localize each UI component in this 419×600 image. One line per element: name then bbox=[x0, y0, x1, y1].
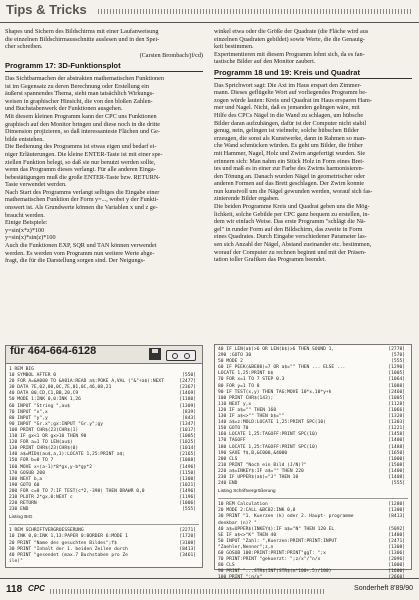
text-line: fragt, die für die Darstellung sorgen sind. Der Neigungs- bbox=[5, 257, 146, 265]
checksum: [1600] bbox=[388, 569, 405, 575]
code-text: 220 RETURN bbox=[9, 501, 37, 507]
text-line: tastische Bilder auf den Monitor zaubert. bbox=[214, 58, 316, 66]
checksum: [1300] bbox=[179, 476, 196, 482]
code-text: 20 MODE 2:CALL &BC02:INK 0,0 bbox=[218, 508, 296, 514]
text-line: äußerst spannendes Thema, sieht man tatsächlich Wirkungs- bbox=[5, 90, 155, 98]
code-text: 190 SAVE f$,B,&C000,&4000 bbox=[218, 450, 288, 456]
code-text: 180 LOCATE 1,25:TAGOFF:PRINT SPC(10) bbox=[218, 444, 318, 450]
checksum: [1488] bbox=[388, 444, 405, 450]
code-text: LOCATE 1,25:PRINT b$ bbox=[218, 371, 274, 377]
checksum: [1400] bbox=[388, 438, 405, 444]
text-line: erzeugen, die sonst als Kunstwerke, dann in Rahmen so man- bbox=[214, 134, 367, 142]
checksum: [1180] bbox=[179, 397, 196, 403]
checksum: [1300] bbox=[388, 508, 405, 514]
checksum: [1066] bbox=[388, 407, 405, 413]
checksum: [1014] bbox=[179, 446, 196, 452]
code-text: 30 PRINT "1. Kuerzen (k) oder 2. Haupt- programme bbox=[218, 514, 354, 520]
code-text: 90 INPUT "Gr.x";gx:INPUT "Gr.y";gy bbox=[9, 421, 104, 427]
text-line: Taste verwendet werden. bbox=[5, 181, 67, 189]
code-text: SE IF a$<>"K" THEN 40 bbox=[218, 532, 277, 538]
listing-label: Listing Schriftvergrößerung bbox=[218, 489, 276, 495]
checksum: [1306] bbox=[388, 551, 405, 556]
text-line: mer und Nagel. Nicht, daß es jemanden gelingen wäre, mit bbox=[214, 104, 360, 112]
code-text: 1 REM SCHRIFTVERGROESSERUNG bbox=[9, 528, 84, 534]
checksum: [1025] bbox=[179, 440, 196, 446]
text-line: cher schreiben. bbox=[5, 43, 43, 51]
code-text: denkbar (n)? " bbox=[218, 520, 257, 526]
checksum: [2367] bbox=[179, 385, 196, 391]
checksum: [2778] bbox=[388, 347, 405, 352]
code-text: 140 a$=z:MOLD:LOCATE 1,25:PRINT SPC(10) bbox=[218, 420, 326, 426]
text-line: Die beiden Programme Kreis und Quadrat geben uns die Mög- bbox=[214, 203, 370, 211]
code-text: 100 PRINT CHR$(23)CHR$(1) bbox=[9, 427, 79, 433]
text-line: niger Erläuterungen. Die kleine ENTER-Taste ist mit einer spe- bbox=[5, 150, 163, 158]
listing-divider bbox=[9, 524, 199, 525]
text-line: nun kunstvoll um die Nägel gewunden werden, worauf sich fas- bbox=[214, 187, 373, 195]
code-text: "Zaehler,Nenner";z,n bbox=[218, 544, 274, 550]
code-line bbox=[218, 481, 408, 487]
text-line: lichkeit, solche Gebilde per CPC ganz bequem zu erstellen, in- bbox=[214, 210, 370, 218]
text-line: und Buchstabenwerk der Funktionen ausgehen. bbox=[5, 105, 123, 113]
checksum: [2165] bbox=[179, 452, 196, 458]
checksum: [1000] bbox=[388, 456, 405, 462]
checksum: [1017] bbox=[179, 427, 196, 433]
checksum: [1400] bbox=[388, 532, 405, 538]
text-line: ziellen Funktion belegt, so daß sie nur benutzt werden sollte, bbox=[5, 158, 156, 166]
checksum: [843] bbox=[182, 415, 196, 421]
code-text: 110 IF gx<1 OR gx>10 THEN 90 bbox=[9, 434, 87, 440]
code-text: 70 FOR x=1 TO 7 STEP 0.3 bbox=[218, 377, 285, 383]
page-number: 118 bbox=[6, 584, 23, 595]
code-text: 60 GOSUB 100:PRINT:PRINT:PRINT"ggT: ";x bbox=[218, 551, 326, 556]
checksum: [1000] bbox=[388, 563, 405, 569]
checksum: [2271] bbox=[179, 528, 196, 534]
code-text: 200 CLS bbox=[218, 456, 238, 462]
code-text: 70 PRINT:PRINT "gekuerzt: ";z/x"/"n/x bbox=[218, 557, 321, 563]
text-line: y=sin(x*z)*100 bbox=[5, 226, 45, 234]
text-line: braucht werden. bbox=[5, 211, 45, 219]
magazine-name: CPC bbox=[28, 584, 45, 593]
checksum: [8413] bbox=[179, 546, 196, 552]
code-text: 40 IF LEN(a$)>6 OR LEN(b$)>6 THEN SOUND 1, bbox=[218, 347, 335, 352]
code-text: 40 PRINT "gesendet (max.7 Buchstaben pro Ze bbox=[9, 552, 128, 558]
checksum: [555] bbox=[391, 481, 405, 487]
code-text: 170 TAGOFF bbox=[218, 438, 246, 444]
text-line: erinnern sich: Man nahm ein Stück Holz in Form eines Bret- bbox=[214, 157, 365, 165]
header-rule bbox=[98, 9, 413, 14]
text-line: Shapes und Sichern des Bildschirms mit einer Laufanweisung bbox=[5, 28, 159, 35]
listing-divider bbox=[218, 498, 408, 499]
text-line: zinierende Bilder ergaben. bbox=[214, 195, 280, 203]
text-line: Bilder daran aufzuhängen, dafür ist der Computer nicht stabil bbox=[214, 119, 367, 127]
code-text: 30 PRINT "Inhalt der 1. beiden Zeilen durch bbox=[9, 546, 128, 552]
code-text: 10 INK 0,0:INK 1,13:PAPER 0:BORDER 6:MODE 1 bbox=[9, 534, 128, 540]
text-line: tation toller Grafiken das Programm beendet. bbox=[214, 256, 327, 264]
right-column bbox=[214, 28, 412, 264]
text-line: weisen in graphischer Hinsicht, die von den bloßen Zahlen- bbox=[5, 97, 153, 105]
text-line: sen sich Anzahl der Nägel, Abstand zueinander etc. bestimmen, bbox=[214, 241, 372, 249]
banner-text: für 464-664-6128 bbox=[10, 345, 97, 357]
checksum: [570] bbox=[391, 353, 405, 359]
checksum: [1005] bbox=[388, 395, 405, 401]
code-text: 80 FOR y=1 TO 8 bbox=[218, 383, 260, 389]
text-line: y=sin(x)*sin(z)*100 bbox=[5, 234, 56, 242]
listing-box-left bbox=[5, 345, 203, 568]
text-line: Das Sichtbarmachen der abstrakten mathematischen Funktionen bbox=[5, 74, 164, 82]
code-text: 110 NEXT y,x bbox=[218, 401, 252, 407]
text-line: tes und maß es in einer zur Farbe des Zwirns harmonisieren- bbox=[214, 165, 364, 173]
code-text: 10 SYMBOL AFTER 0 bbox=[9, 373, 57, 379]
code-text: 140 a$=MID$(au$,a,1):LOCATE 1,25:PRINT a$; bbox=[9, 452, 126, 458]
checksum: [1408] bbox=[388, 474, 405, 480]
text-line: mathematischen Funktion der Form y=..., wobei y der Funkti- bbox=[5, 196, 159, 204]
checksum: [1400] bbox=[388, 468, 405, 474]
text-line: bebestätigungen muß die große ENTER-Taste bzw. RETURN- bbox=[5, 173, 161, 181]
text-line: worauf der Computer zu rechnen beginnt und mit der Präsen- bbox=[214, 248, 367, 256]
text-line: Mit diesem kleinen Programm kann der CPC uns Funktionen bbox=[5, 112, 157, 120]
text-line: wenn das Programm dieses verlangt. Für alle anderen Einga- bbox=[5, 166, 156, 174]
checksum: [2460] bbox=[388, 389, 405, 395]
code-text: 240 END bbox=[218, 481, 238, 487]
checksum: [2096] bbox=[388, 557, 405, 563]
checksum: [2660] bbox=[388, 575, 405, 581]
code-text: 150 GOTO 70 bbox=[218, 426, 249, 432]
text-line: mit Hammer, Nagel, Holz und Zwirn angefertigt wurden. Sie bbox=[214, 149, 366, 157]
checksum: [1290] bbox=[388, 365, 405, 371]
code-text: 30 DATA 7E,02,00,0C,7E,01,0C,46,08,21 bbox=[9, 385, 112, 391]
code-text: 50 INPUT "Zahl: ",Kuerzen:PRINT:PRINT:INPUT bbox=[218, 538, 337, 544]
section-title: Tips & Tricks bbox=[6, 2, 87, 17]
code-text: 190 GOTO 60 bbox=[9, 482, 40, 488]
code-text: 90 PRINT "...STR$(INT(STR$(m*100+.5)/100) bbox=[218, 569, 332, 575]
code-text: 210 PRINT "Noch ein Bild (J/N)?" bbox=[218, 462, 307, 468]
page-footer bbox=[0, 578, 419, 600]
code-text: 100 PRINT CHR$(143); bbox=[218, 395, 274, 401]
checksum: [555] bbox=[182, 507, 196, 513]
text-line: genug, nein, gelingen ist vielmehr, solche hübschen Bilder bbox=[214, 127, 359, 135]
checksum: [839] bbox=[182, 409, 196, 415]
checksum: [1458] bbox=[388, 432, 405, 438]
code-text: 50 MODE 2 bbox=[218, 359, 243, 365]
text-line: che Wand schmücken würden. Es geht um Bilder, die früher bbox=[214, 142, 363, 150]
checksum: [3461] bbox=[179, 552, 196, 558]
code-text: 160 LOCATE 1,25:TAGOFF:PRINT SPC(10) bbox=[218, 432, 318, 438]
cassette-icon bbox=[166, 350, 196, 361]
text-line: Die Bedienung des Programms ist etwas eigen und bedarf ei- bbox=[5, 143, 157, 151]
text-line: mann. Dieses geflügelte Wort auf vorliegendes Programm be- bbox=[214, 89, 367, 97]
checksum: [1320] bbox=[388, 414, 405, 420]
code-text: 60 IF PEEK(&BE80)=7 OR a$="" THEN ... ELSE ... bbox=[218, 365, 346, 371]
code-text: 10 REM Calculation bbox=[218, 502, 268, 508]
code-text: 50 MODE 1:INK 0,0:INK 1,26 bbox=[9, 397, 81, 403]
checksum: [1469] bbox=[179, 391, 196, 397]
author-signature: (Carsten Brombach/jf/cd) bbox=[139, 51, 203, 59]
text-line: anderen Formen auf das Brett geschlagen. Der Zwirn konnte bbox=[214, 180, 364, 188]
heading-program-17: Programm 17: 3D-Funktionsplot bbox=[5, 62, 203, 72]
checksum: [2471] bbox=[388, 538, 405, 544]
code-text: 180 NEXT b,a bbox=[9, 476, 43, 482]
checksum: [1088] bbox=[388, 383, 405, 389]
code-text: 40 a$=UPPER$(INKEY$):IF a$="N" THEN 120 EL bbox=[218, 526, 335, 532]
checksum: [1128] bbox=[388, 401, 405, 407]
text-line: werden. Es werden vom Programm nun weitere Werte abge- bbox=[5, 249, 155, 257]
checksum: [1309] bbox=[179, 403, 196, 409]
checksum: [1496] bbox=[179, 488, 196, 494]
checksum: [5092] bbox=[388, 526, 405, 532]
left-intro bbox=[5, 28, 203, 51]
text-line: Einige Beispiele: bbox=[5, 219, 48, 227]
left-column bbox=[5, 28, 203, 265]
text-line: Nach Start des Programms verlangt selbiges die Eingabe einer bbox=[5, 188, 160, 196]
checksum: [3108] bbox=[179, 540, 196, 546]
code-text: 120 FOR a=1 TO LEN(au$) bbox=[9, 440, 73, 446]
code-line bbox=[9, 507, 199, 513]
code-text: 1 REM BIG bbox=[9, 367, 34, 372]
checksum: [1196] bbox=[179, 494, 196, 500]
right-body-text bbox=[214, 82, 412, 264]
code-text: 60 INPUT "String ",au$ bbox=[9, 403, 70, 409]
checksum: [1303] bbox=[388, 420, 405, 426]
text-line: Auch die Funktionen EXP, SQR und TAN können verwendet bbox=[5, 242, 157, 250]
checksum: [555] bbox=[391, 359, 405, 365]
checksum: [1064] bbox=[388, 377, 405, 383]
page-header bbox=[0, 0, 419, 23]
code-text: 80 CLS bbox=[218, 563, 235, 569]
checksum: [1650] bbox=[388, 450, 405, 456]
checksum: [1005] bbox=[179, 434, 196, 440]
listing-schrift-cont-code bbox=[218, 347, 408, 487]
text-line: dem wir einfach Weise. Das erste Programm "schlägt die Nä- bbox=[214, 218, 366, 226]
text-line: die einzelnen Bildschirmausschnitte auslesen und in den Spei- bbox=[5, 35, 160, 43]
text-line: graphisch auf den Monitor bringen und diese noch in die dritte bbox=[5, 120, 160, 128]
code-text: 200 FOR c=0 TO 7:IF TEST(c*2,-398) THEN DRAWR 0,0 bbox=[9, 488, 145, 494]
code-text: 230 END bbox=[9, 507, 29, 513]
code-text: 20 FOR A=&A000 TO &A01A:READ a$:POKE A,VAL ("&"+a$):NEXT bbox=[9, 379, 164, 385]
code-text: 130 PRINT CHR$(23)CHR$(0) bbox=[9, 446, 79, 452]
code-text: 80 INPUT "y",y bbox=[9, 415, 48, 421]
checksum: [1006] bbox=[179, 501, 196, 507]
heading-program-18-19: Programm 18 und 19: Kreis und Quadrat bbox=[214, 69, 412, 79]
listing-big-code bbox=[9, 367, 199, 513]
issue-label: Sonderheft 8'89/90 bbox=[354, 585, 413, 592]
text-line: Das Sprichwort sagt: Die Axt im Haus erspart den Zimmer- bbox=[214, 81, 362, 89]
checksum: [2477] bbox=[179, 379, 196, 385]
listing-calculation-code bbox=[218, 502, 408, 581]
text-line: ist im Gegensatz zu deren Berechnung oder Erstellung ein bbox=[5, 82, 149, 90]
code-text: 120 IF a$="" THEN 160 bbox=[218, 407, 277, 413]
right-intro bbox=[214, 28, 412, 66]
code-text: 290 :GOTO 30 bbox=[218, 353, 252, 359]
left-body-text bbox=[5, 75, 203, 265]
checksum: [1720] bbox=[179, 534, 196, 540]
code-text: 20 PRINT "Name des gesuchten Bildes";f$ bbox=[9, 540, 117, 546]
code-text: 170 GOSUB 200 bbox=[9, 470, 45, 476]
code-text: 100 PRINT ":n/x" bbox=[218, 575, 263, 581]
checksum: [1508] bbox=[388, 462, 405, 468]
text-line: eines Quadrates. Durch Eingabe verschiedener Parameter las- bbox=[214, 233, 367, 241]
listing-banner bbox=[6, 346, 202, 364]
checksum: [1005] bbox=[388, 371, 405, 377]
listing-schrift-code bbox=[9, 528, 199, 565]
text-line: Experimentieren mit diesem Programm lohnt sich, da es fan- bbox=[214, 50, 365, 58]
disk-icon bbox=[149, 348, 161, 360]
text-line: keit bestimmen. bbox=[214, 43, 254, 51]
text-line: onswert ist. Als Grundwerte können die Variablen x und z ge- bbox=[5, 204, 158, 212]
code-text: 130 IF a$<>"" THEN b$="" bbox=[218, 414, 285, 420]
text-line: gel" in runder Form auf den Bildschirm, das zweite in Form bbox=[214, 225, 363, 233]
code-text: 220 a$=INKEY$:IF a$="" THEN 220 bbox=[218, 468, 304, 474]
checksum: [1496] bbox=[179, 464, 196, 470]
code-text: 230 IF UPPER$(a$)="J" THEN 10 bbox=[218, 474, 299, 480]
checksum: [550] bbox=[182, 373, 196, 379]
text-line: einzelnen Quadraten gebildet) sowie Werte, die die Genauig- bbox=[214, 35, 365, 43]
checksum: [1221] bbox=[388, 426, 405, 432]
code-text: 160 MOVE x+(a-1)*8*gx,y-b*gy*2 bbox=[9, 464, 92, 470]
checksum: [8413] bbox=[388, 514, 405, 520]
code-line bbox=[9, 559, 199, 565]
listing-label: Listing BIG bbox=[9, 515, 33, 521]
code-text: 90 IF TEST(x,y) THEN TAG:MOVE 10*x,10*y+h bbox=[218, 389, 332, 395]
checksum: [1088] bbox=[179, 458, 196, 464]
checksum: [1308] bbox=[388, 544, 405, 550]
code-text: 150 FOR b=0 TO 7 bbox=[9, 458, 54, 464]
checksum: [1021] bbox=[179, 482, 196, 488]
checksum: [1280] bbox=[388, 502, 405, 508]
checksum: [1347] bbox=[179, 421, 196, 427]
footer-rule bbox=[50, 589, 325, 594]
text-line: Dimension projizieren, so daß interessanteste Flächen und Ge- bbox=[5, 128, 160, 136]
text-line: Hilfe des CPCs Nägel in die Wand zu schlagen, um hübsche bbox=[214, 111, 364, 119]
code-text: 40 DATA 00,CD,C1,BB,20,C9 bbox=[9, 391, 79, 397]
code-text: 70 INPUT "x",x bbox=[9, 409, 48, 415]
code-text: 210 PLOTR 2*gx,0:NEXT c bbox=[9, 494, 73, 500]
text-line: winkel etwa oder die Größe der Quadrate (die Fläche wird aus bbox=[214, 28, 369, 35]
text-line: bilde entstehen. bbox=[5, 135, 44, 143]
code-text: ile)" bbox=[9, 558, 23, 564]
checksum: [1150] bbox=[179, 470, 196, 476]
text-line: zogen würde lauten: Kreis und Quadrat im Haus ersparen Ham- bbox=[214, 96, 372, 104]
listing-box-right bbox=[214, 344, 412, 581]
text-line: den Tönung an. Danach wurden Nägel in geometrischer oder bbox=[214, 172, 365, 180]
